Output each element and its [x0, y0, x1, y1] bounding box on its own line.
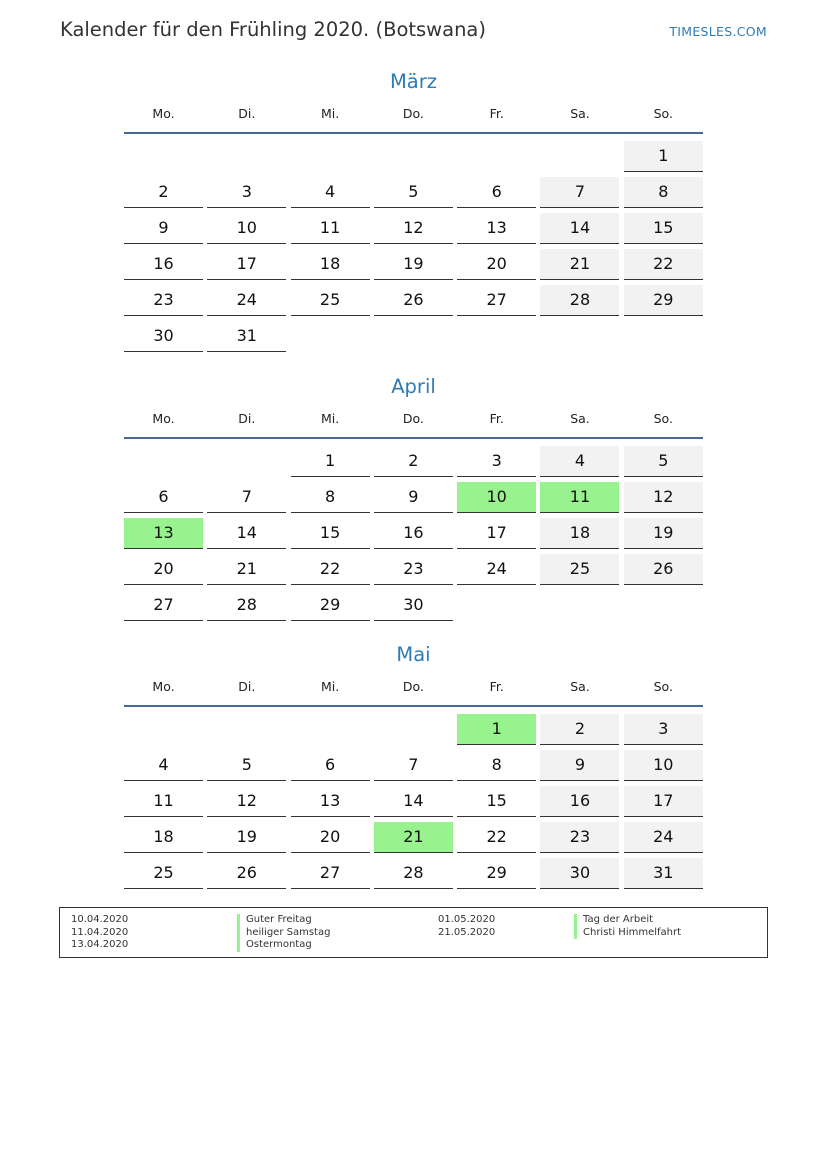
legend-holiday-name: Ostermontag: [237, 939, 330, 952]
weekday-label: Mi.: [320, 411, 340, 426]
day-cell: 24: [207, 285, 286, 316]
day-cell: 26: [624, 554, 703, 585]
month-title: Mai: [396, 643, 431, 666]
day-cell: 17: [624, 786, 703, 817]
day-cell: 7: [374, 750, 453, 781]
legend-dates-right: [438, 914, 495, 939]
day-cell: 14: [374, 786, 453, 817]
weekday-label: Di.: [238, 679, 256, 694]
day-cell: 12: [207, 786, 286, 817]
day-cell: 28: [207, 590, 286, 621]
day-cell: 30: [374, 590, 453, 621]
weekday-label: So.: [653, 411, 673, 426]
day-cell: 30: [124, 321, 203, 352]
day-cell: 14: [540, 213, 619, 244]
empty-cell: [291, 141, 370, 172]
weekday-label: So.: [653, 679, 673, 694]
weekday-label: Sa.: [570, 679, 590, 694]
empty-cell: [124, 714, 203, 745]
empty-cell: [207, 446, 286, 477]
legend-date: 21.05.2020: [438, 926, 496, 938]
day-cell: 4: [124, 750, 203, 781]
brand-logo-text[interactable]: TIMESLES.COM: [669, 24, 767, 39]
day-cell: 11: [540, 482, 619, 513]
day-cell: 3: [624, 714, 703, 745]
day-cell: 18: [291, 249, 370, 280]
weekday-header: [124, 106, 703, 122]
day-cell: 8: [457, 750, 536, 781]
weekday-label: Fr.: [489, 679, 504, 694]
day-cell: 16: [374, 518, 453, 549]
legend-names-right: [574, 914, 681, 939]
month-title: April: [391, 375, 436, 398]
day-cell: 11: [291, 213, 370, 244]
header-rule: [124, 705, 703, 707]
day-cell: 17: [457, 518, 536, 549]
day-cell: 13: [124, 518, 203, 549]
day-cell: 29: [291, 590, 370, 621]
day-cell: 12: [374, 213, 453, 244]
empty-cell: [540, 141, 619, 172]
day-cell: 31: [207, 321, 286, 352]
day-cell: 18: [124, 822, 203, 853]
days-grid: [124, 714, 703, 889]
empty-cell: [457, 141, 536, 172]
day-cell: 2: [374, 446, 453, 477]
day-cell: 11: [124, 786, 203, 817]
day-cell: 4: [291, 177, 370, 208]
day-cell: 3: [457, 446, 536, 477]
day-cell: 21: [207, 554, 286, 585]
day-cell: 7: [540, 177, 619, 208]
day-cell: 22: [624, 249, 703, 280]
day-cell: 1: [457, 714, 536, 745]
day-cell: 8: [624, 177, 703, 208]
day-cell: 15: [291, 518, 370, 549]
weekday-label: Fr.: [489, 106, 504, 121]
month-title: März: [389, 70, 438, 93]
legend-date: 13.04.2020: [71, 939, 129, 950]
day-cell: 29: [624, 285, 703, 316]
day-cell: 9: [540, 750, 619, 781]
day-cell: 9: [374, 482, 453, 513]
day-cell: 10: [457, 482, 536, 513]
legend-date: 01.05.2020: [438, 914, 496, 925]
day-cell: 16: [124, 249, 203, 280]
legend-date: 10.04.2020: [71, 914, 129, 925]
weekday-label: Mi.: [320, 679, 340, 694]
legend-dates-left: [71, 914, 128, 952]
day-cell: 12: [624, 482, 703, 513]
month-block-april: [124, 375, 703, 621]
day-cell: 2: [124, 177, 203, 208]
day-cell: 22: [291, 554, 370, 585]
day-cell: 6: [291, 750, 370, 781]
day-cell: 6: [457, 177, 536, 208]
empty-cell: [207, 141, 286, 172]
legend-date: 11.04.2020: [71, 926, 129, 938]
weekday-label: Sa.: [570, 411, 590, 426]
day-cell: 23: [374, 554, 453, 585]
empty-cell: [374, 714, 453, 745]
day-cell: 30: [540, 858, 619, 889]
day-cell: 19: [374, 249, 453, 280]
weekday-label: Di.: [238, 411, 256, 426]
day-cell: 5: [624, 446, 703, 477]
day-cell: 26: [207, 858, 286, 889]
day-cell: 24: [457, 554, 536, 585]
day-cell: 13: [457, 213, 536, 244]
day-cell: 25: [124, 858, 203, 889]
weekday-header: [124, 411, 703, 427]
weekday-label: Do.: [402, 411, 424, 426]
legend-holiday-name: Christi Himmelfahrt: [574, 927, 681, 940]
day-cell: 20: [457, 249, 536, 280]
day-cell: 28: [374, 858, 453, 889]
holiday-legend: [59, 907, 768, 958]
day-cell: 8: [291, 482, 370, 513]
day-cell: 24: [624, 822, 703, 853]
day-cell: 6: [124, 482, 203, 513]
days-grid: [124, 141, 703, 352]
day-cell: 5: [207, 750, 286, 781]
month-block-mai: [124, 643, 703, 889]
weekday-label: Mo.: [152, 411, 175, 426]
weekday-label: Do.: [402, 106, 424, 121]
day-cell: 2: [540, 714, 619, 745]
day-cell: 19: [624, 518, 703, 549]
weekday-label: Mo.: [152, 679, 175, 694]
day-cell: 13: [291, 786, 370, 817]
page-title: Kalender für den Frühling 2020. (Botswana): [60, 18, 486, 41]
header-rule: [124, 437, 703, 439]
weekday-label: Fr.: [489, 411, 504, 426]
weekday-label: Sa.: [570, 106, 590, 121]
day-cell: 20: [291, 822, 370, 853]
day-cell: 1: [291, 446, 370, 477]
day-cell: 14: [207, 518, 286, 549]
day-cell: 4: [540, 446, 619, 477]
day-cell: 29: [457, 858, 536, 889]
weekday-header: [124, 679, 703, 695]
day-cell: 9: [124, 213, 203, 244]
weekday-label: Mi.: [320, 106, 340, 121]
empty-cell: [124, 446, 203, 477]
empty-cell: [291, 714, 370, 745]
day-cell: 22: [457, 822, 536, 853]
legend-holiday-name: heiliger Samstag: [237, 927, 330, 940]
weekday-label: Do.: [402, 679, 424, 694]
day-cell: 20: [124, 554, 203, 585]
day-cell: 19: [207, 822, 286, 853]
day-cell: 27: [291, 858, 370, 889]
day-cell: 10: [624, 750, 703, 781]
empty-cell: [124, 141, 203, 172]
weekday-label: So.: [653, 106, 673, 121]
day-cell: 10: [207, 213, 286, 244]
day-cell: 5: [374, 177, 453, 208]
day-cell: 15: [624, 213, 703, 244]
weekday-label: Di.: [238, 106, 256, 121]
day-cell: 25: [540, 554, 619, 585]
day-cell: 21: [540, 249, 619, 280]
day-cell: 27: [124, 590, 203, 621]
day-cell: 18: [540, 518, 619, 549]
day-cell: 28: [540, 285, 619, 316]
day-cell: 15: [457, 786, 536, 817]
legend-names-left: [237, 914, 330, 952]
legend-holiday-name: Tag der Arbeit: [574, 914, 681, 927]
header-rule: [124, 132, 703, 134]
weekday-label: Mo.: [152, 106, 175, 121]
day-cell: 25: [291, 285, 370, 316]
day-cell: 16: [540, 786, 619, 817]
day-cell: 1: [624, 141, 703, 172]
day-cell: 23: [540, 822, 619, 853]
day-cell: 23: [124, 285, 203, 316]
days-grid: [124, 446, 703, 621]
day-cell: 3: [207, 177, 286, 208]
empty-cell: [374, 141, 453, 172]
day-cell: 26: [374, 285, 453, 316]
day-cell: 7: [207, 482, 286, 513]
month-block-maerz: [124, 70, 703, 352]
empty-cell: [207, 714, 286, 745]
day-cell: 17: [207, 249, 286, 280]
day-cell: 27: [457, 285, 536, 316]
day-cell: 31: [624, 858, 703, 889]
legend-holiday-name: Guter Freitag: [237, 914, 330, 927]
day-cell: 21: [374, 822, 453, 853]
